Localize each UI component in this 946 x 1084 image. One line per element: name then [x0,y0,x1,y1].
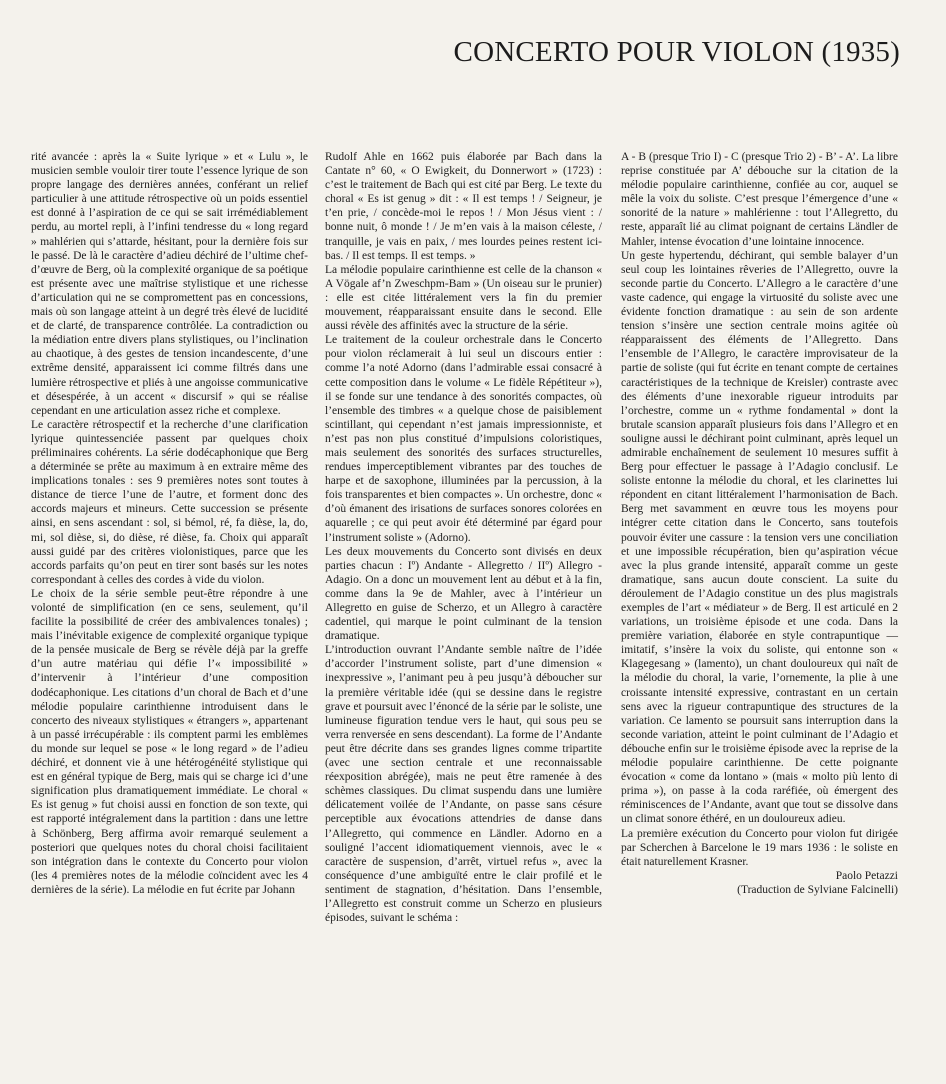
page-title: CONCERTO POUR VIOLON (1935) [453,36,900,68]
paragraph: A - B (presque Trio I) - C (presque Trio 2) - B’ - A’. La libre reprise constituée par A’ débouche sur la citation de la mélodie populaire carinthienne, confiée au cor, auquel se mêle la voix du soliste. C’est presque l’émergence d’une « sonorité de la nature » mahlérienne : tout l’Allegretto, du reste, apparaît lié au climat poignant de certains Ländler de Mahler, intense évocation d’une lointaine innocence. [621,151,898,248]
paragraph: La mélodie populaire carinthienne est celle de la chanson « A Vögale af’n Zweschpm-Bam » (Un oiseau sur le prunier) : elle est citée littéralement vers la fin du premier mouvement, réapparaissant ensuite dans le second. Elle aussi révèle des affinités avec la structure de la série. [325,263,602,333]
paragraph: Le caractère rétrospectif et la recherche d’une clarification lyrique quintessenciée passent par quelques choix préliminaires cohérents. La série dodécaphonique que Berg a déterminée se prête au maximum à en extraire même des implications tonales : ses 9 premières notes sont toutes à distance de tierce l’une de l’autre, et forment donc des accords majeurs et mineurs. Cette succession se présente ainsi, en sens ascendant : sol, si bémol, ré, fa dièse, la, do, mi, sol dièse, si, do dièse, ré dièse, fa. Choix qui apparaît aussi guidé par des critères violonistiques, parce que les accords parfaits qu’on peut en tirer sont basés sur les notes correspondant à celles des cordes à vide du violon. [31,418,308,586]
paragraph: Un geste hypertendu, déchirant, qui semble balayer d’un seul coup les lointaines rêveries de l’Allegretto, ouvre la seconde partie du Concerto. L’Allegro a le caractère d’une vaste cadence, qui engage la virtuosité du soliste avec une évidente fonction dramatique : au sein de son ardente tension s’insère une section centrale moins agitée où réapparaissent des éléments de l’Allegretto. Dans l’ensemble de l’Allegro, le caractère improvisateur de la partie de soliste (qui fut écrite en tenant compte de certaines caractéristiques de la technique de Kreisler) contraste avec des éléments d’une inexorable rigueur introduits par l’orchestre, comme un « rythme fondamental » dont la brutale scansion apparaît plusieurs fois dans l’Allegro et en souligne aussi le déchirant point culminant, après lequel un admirable enchaînement de seulement 10 mesures suffit à Berg pour effectuer le passage à l’Adagio conclusif. Le soliste entonne la mélodie du choral, et les clarinettes lui répondent en citant littéralement l’harmonisation de Bach. Berg met savamment en œuvre tous les moyens pour intégrer cette citation dans le Concerto, sans toutefois pouvoir éviter une cassure : la tension vers une conciliation et une impossible récupération, bien qu’aspiration vécue avec la plus grande intensité, apparaît comme un geste dramatique, sans aucun doute conscient. La suite du déroulement de l’Adagio constitue un des plus magistrals exemples de l’art « médiateur » de Berg. Il est articulé en 2 variations, un troisième épisode et une coda. Dans la première variation, élaborée en style contrapuntique — imitatif, s’insère la voix du soliste, qui entonne son « Klagegesang » (lamento), un chant douloureux qui naît de la mélodie du choral, la varie, l’ornemente, la plie à une croissante intensité expressive, contrastant en un certain sens avec la rigueur contrapuntique des structures de la variation. Ce lamento se poursuit sans interruption dans la seconde variation, atteint le point culminant de l’Adagio et débouche enfin sur le troisième épisode avec la reprise de la mélodie populaire carinthienne. De cette poignante évocation « come da lontano » (mais « molto più lento di prima »), on passe à la coda raréfiée, où émergent des réminiscences de l’Andante, avant que tout se dissolve dans un climat sonore éthéré, en un douloureux adieu. [621,249,898,826]
paragraph: Les deux mouvements du Concerto sont divisés en deux parties chacun : Iº) Andante - Allegretto / IIº) Allegro - Adagio. On a donc un mouvement lent au début et à la fin, comme dans la 9e de Mahler, avec à l’intérieur un Allegretto en guise de Scherzo, et un Allegro à caractère cadentiel, qui marque le point culminant de la tension dramatique. [325,545,602,643]
paragraph: La première exécution du Concerto pour violon fut dirigée par Scherchen à Barcelone le 19 mars 1936 : le soliste en était naturellement Krasner. [621,827,898,868]
paragraph: Rudolf Ahle en 1662 puis élaborée par Bach dans la Cantate n° 60, « O Ewigkeit, du Donnerwort » (1723) : c’est le traitement de Bach qui est cité par Berg. Le texte du choral « Es ist genug » dit : « Il est temps ! / Seigneur, je t’en prie, / concède-moi le repos ! / Mon Jésus vient : / bonne nuit, ô monde ! / Je m’en vais à la maison céleste, / tranquille, je vais en paix, / mes lourdes peines restent ici-bas. / Il est temps. Il est temps. » [325,151,602,262]
text-column-3 [621,150,898,897]
author-signature: Paolo Petazzi [835,869,898,882]
paragraph: rité avancée : après la « Suite lyrique » et « Lulu », le musicien semble vouloir tirer toute l’essence lyrique de son propre langage des dernières années, conférant un relief particulier à une attitude rétrospective où un poids essentiel est donné à l’aspiration de ce qui se sait irrémédiablement perdu, au mortel repli, à l’infini tendresse du « long regard » mahlérien qui s’attarde, hésitant, pour la dernière fois sur le passé. De là le caractère d’adieu déchiré de l’ultime chef-d’œuvre de Berg, où la complexité organique de sa poétique est présente avec une maîtrise stylistique et une richesse d’articulation qui ne se compromettent pas en concessions, mais où son langage atteint à un degré très élevé de lucidité et de clarté, de transparence contrôlée. La contradiction ou la médiation entre divers plans stylistiques, ou l’inclination au chaotique, à des gestes de tension incandescente, d’une extrême densité, apparaissent ici comme filtrés dans une lumière rétrospective et pliés à une angoisse communicative et désespérée, à un accent « discursif » qui se réalise cependant en une articulation assez riche et complexe. [31,151,308,417]
text-column-2 [325,150,602,925]
paragraph: Le traitement de la couleur orchestrale dans le Concerto pour violon réclamerait à lui seul un discours entier : comme l’a noté Adorno (dans l’admirable essai consacré à cette composition dans le volume « Le fidèle Répétiteur »), il se fonde sur une tendance à des sonorités compactes, où l’ensemble des timbres « a quelque chose de paisiblement scintillant, qui cependant n’est jamais impressionniste, et n’est pas non plus constitué d’impulsions coloristiques, mais seulement des sonorités des surfaces structurelles, rendues imperceptiblement vibrantes par des touches de harpe et de saxophone, illuminées par la percussion, à la fois transparentes et bien compactes ». Un orchestre, donc « d’où émanent des irisations de surfaces sonores colorées en aquarelle ; ce qui peut avoir été déterminé par égard pour l’instrument soliste » (Adorno). [325,334,602,544]
paragraph: Le choix de la série semble peut-être répondre à une volonté de simplification (en ce sens, seulement, qu’il facilite la possibilité de créer des ambivalences tonales) ; mais l’inévitable exigence de complexité organique typique de la pensée musicale de Berg se révèle déjà par la greffe d’un autre matériau qui défie l’« impossibilité » d’intervenir à l’intérieur d’une composition dodécaphonique. Les citations d’un choral de Bach et d’une mélodie populaire carinthienne introduisent dans le concerto des niveaux stylistiques « étrangers », appartenant à un passé irrécupérable : ils comptent parmi les emblèmes du monde sur lequel se pose « le long regard » de l’adieu déchiré, et donnent vie à une hétérogénéité stylistique qui est en général typique de Berg, mais qui se charge ici d’une signification plus dramatiquement immédiate. Le choral « Es ist genug » fut choisi aussi en fonction de son texte, qui est rapporté intégralement dans la partition : dans une lettre à Schönberg, Berg affirma avoir remarqué seulement a posteriori que quelques notes du choral choisi facilitaient son intégration dans le contexte du Concerto pour violon (les 4 premières notes de la mélodie coïncident avec les 4 dernières de la série). La mélodie en fut écrite par Johann [31,587,308,896]
paragraph: L’introduction ouvrant l’Andante semble naître de l’idée d’accorder l’instrument soliste, part d’une dimension « inexpressive », l’animant peu à peu jusqu’à déboucher sur la première véritable idée (qui se dessine dans le registre grave et poursuit avec l’énoncé de la série par le soliste, une lumineuse figuration tendue vers le haut, qui sous peu se verra renversée en sens descendant). La forme de l’Andante peut être décrite dans ses grandes lignes comme tripartite (avec une section centrale et une reconnaissable réexposition abrégée), mais ne peut être ramenée à des schèmes classiques. Du climat suspendu dans une lumière délicatement voilée de l’Andante, on passe sans césure perceptible aux évocations attendries de danse dans l’Allegretto, qui commence en Ländler. Adorno en a souligné l’accent idiomatiquement viennois, avec le « caractère de suspension, d’arrêt, virtuel refus », avec la conséquence d’une ambiguïté entre le clair profilé et le sentiment de stagnation, d’hésitation. Dans l’ensemble, l’Allegretto est construit comme un Scherzo en plusieurs épisodes, suivant le schéma : [325,644,602,925]
translation-credit: (Traduction de Sylviane Falcinelli) [737,883,898,896]
text-column-1 [31,150,308,897]
